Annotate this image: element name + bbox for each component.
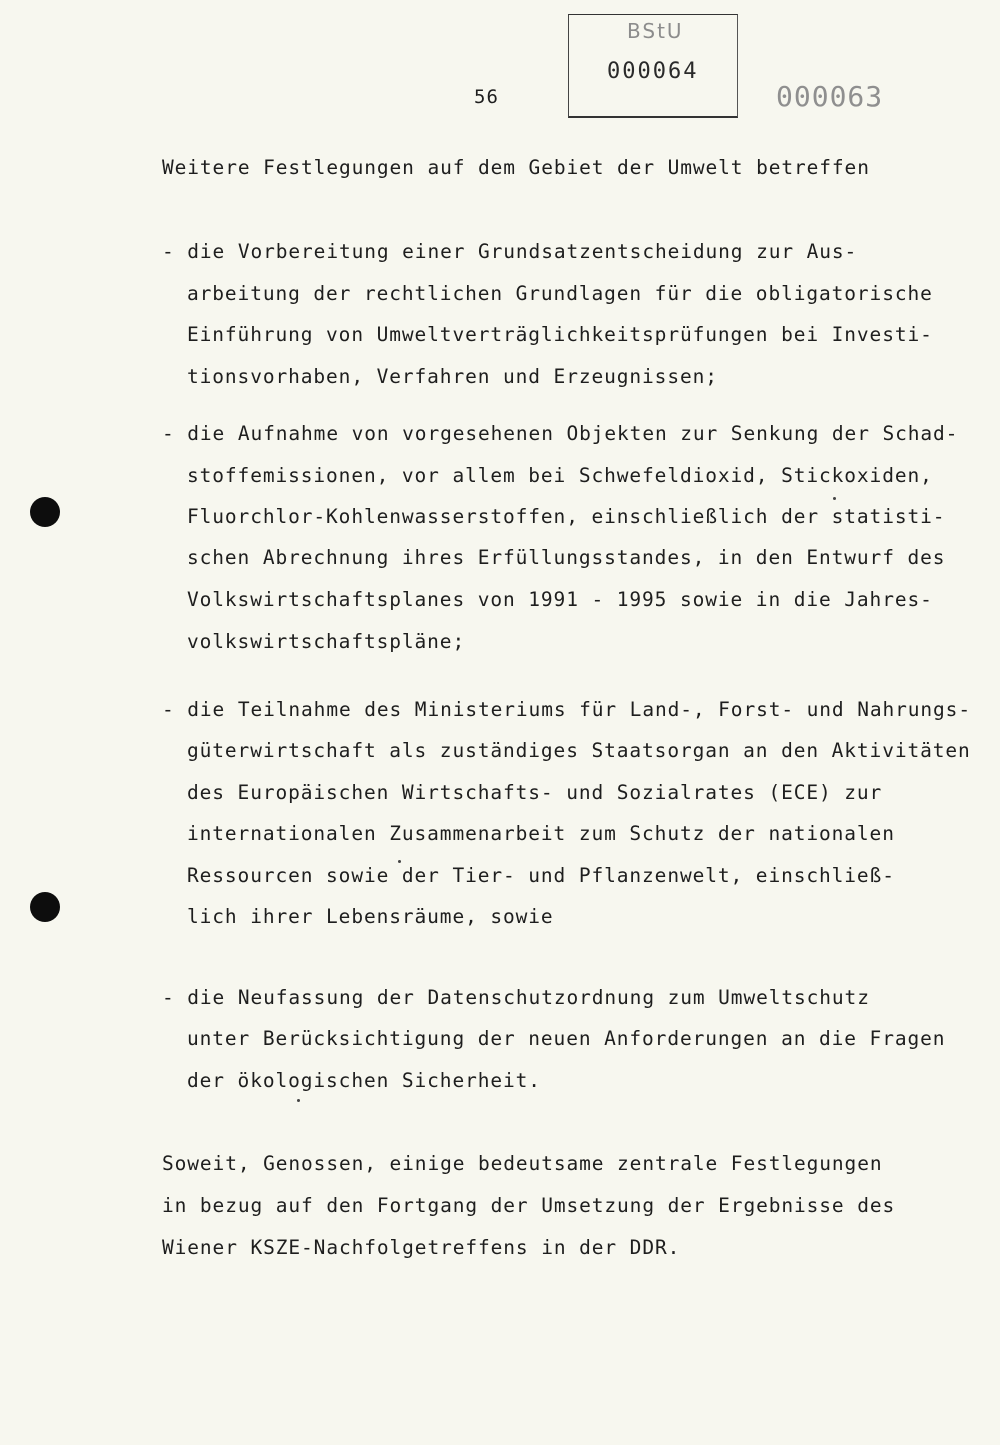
stamp-title: BStU [627, 19, 684, 43]
closing-line: Wiener KSZE-Nachfolgetreffens in der DDR. [162, 1236, 681, 1259]
speck-mark [398, 860, 401, 863]
item-line: Ressourcen sowie der Tier- und Pflanzenwelt, einschließ- [187, 864, 895, 887]
item-line: stoffemissionen, vor allem bei Schwefeldioxid, Stickoxiden, [187, 464, 933, 487]
stamp-number: 000064 [607, 59, 699, 84]
item-line: Volkswirtschaftsplanes von 1991 - 1995 sowie in die Jahres- [187, 588, 933, 611]
archive-page-number: 000063 [776, 80, 884, 113]
item-line: volkswirtschaftspläne; [187, 630, 466, 653]
item-line: unter Berücksichtigung der neuen Anforderungen an die Fragen [187, 1027, 946, 1050]
item-line: arbeitung der rechtlichen Grundlagen für die obligatorische [187, 282, 933, 305]
punch-hole-icon [30, 497, 60, 527]
item-line: der ökologischen Sicherheit. [187, 1069, 541, 1092]
item-line: tionsvorhaben, Verfahren und Erzeugnissen; [187, 365, 718, 388]
item-line: schen Abrechnung ihres Erfüllungsstandes, in den Entwurf des [187, 546, 946, 569]
intro-line: Weitere Festlegungen auf dem Gebiet der Umwelt betreffen [162, 156, 870, 179]
item-line: - die Aufnahme von vorgesehenen Objekten zur Senkung der Schad- [162, 422, 959, 445]
item-line: Fluorchlor-Kohlenwasserstoffen, einschließlich der statisti- [187, 505, 946, 528]
closing-line: in bezug auf den Fortgang der Umsetzung der Ergebnisse des [162, 1194, 896, 1217]
item-line: lich ihrer Lebensräume, sowie [187, 905, 554, 928]
speck-mark [833, 497, 836, 500]
item-line: - die Vorbereitung einer Grundsatzentscheidung zur Aus- [162, 240, 858, 263]
item-line: güterwirtschaft als zuständiges Staatsorgan an den Aktivitäten [187, 739, 971, 762]
item-line: - die Neufassung der Datenschutzordnung zum Umweltschutz [162, 986, 870, 1009]
closing-line: Soweit, Genossen, einige bedeutsame zentrale Festlegungen [162, 1152, 883, 1175]
item-line: - die Teilnahme des Ministeriums für Land-, Forst- und Nahrungs- [162, 698, 971, 721]
punch-hole-icon [30, 892, 60, 922]
page-number: 56 [474, 86, 499, 108]
archive-stamp [568, 14, 738, 118]
speck-mark [297, 1099, 300, 1102]
item-line: internationalen Zusammenarbeit zum Schutz der nationalen [187, 822, 895, 845]
item-line: Einführung von Umweltverträglichkeitsprüfungen bei Investi- [187, 323, 933, 346]
item-line: des Europäischen Wirtschafts- und Sozialrates (ECE) zur [187, 781, 883, 804]
